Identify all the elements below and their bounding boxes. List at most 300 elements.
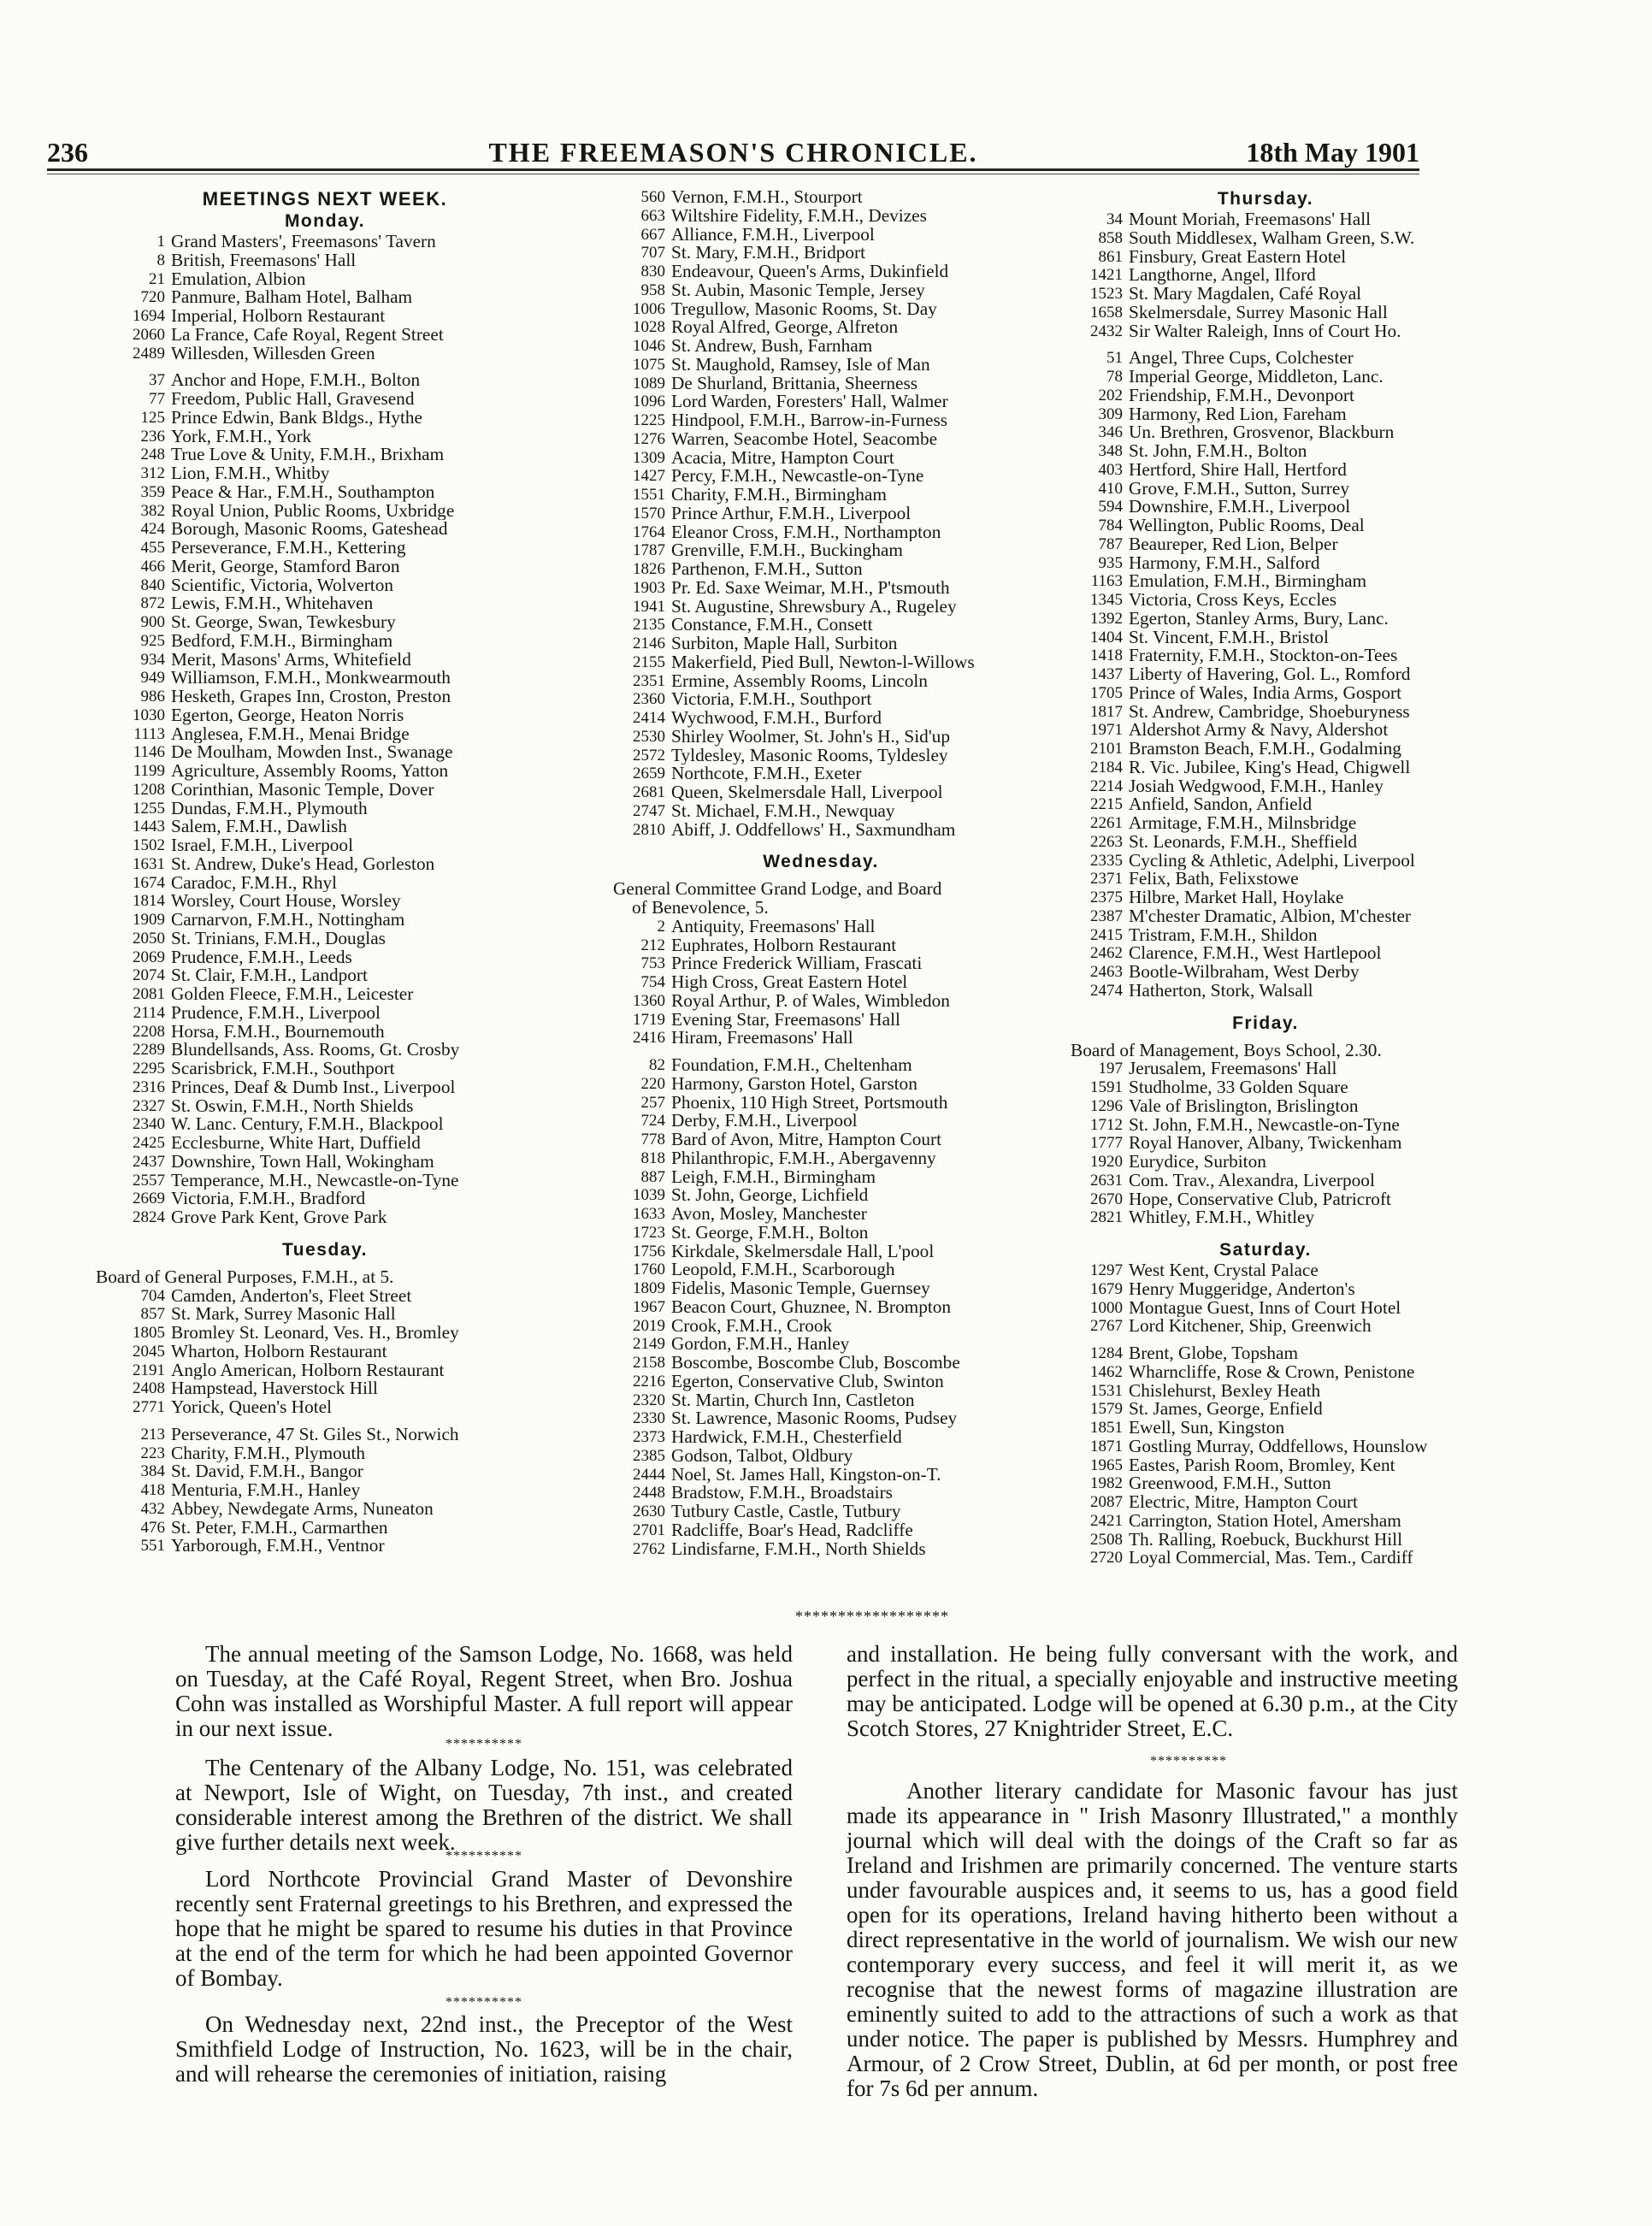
lodge-entry <box>86 251 564 270</box>
lodge-entry <box>1060 1512 1471 1531</box>
lodge-number: 2101 <box>1090 740 1123 758</box>
lodge-entry <box>1060 814 1471 833</box>
lodge-name-venue: Hope, Conservative Club, Patricroft <box>1129 1190 1391 1209</box>
lodge-entry <box>86 892 564 911</box>
lodge-name-venue: Victoria, F.M.H., Bradford <box>171 1190 366 1208</box>
lodge-number: 2087 <box>1090 1493 1123 1511</box>
lodge-entry <box>603 1168 1039 1187</box>
lodge-entry <box>603 1503 1039 1521</box>
lodge-name-venue: Shirley Woolmer, St. John's H., Sid'up <box>671 727 950 747</box>
lodge-entry <box>86 1379 564 1398</box>
lodge-name-venue: De Moulham, Mowden Inst., Swanage <box>171 743 453 762</box>
lodge-name-venue: Evening Star, Freemasons' Hall <box>671 1010 900 1030</box>
lodge-entry <box>1060 1400 1471 1419</box>
lodge-entry <box>1060 1493 1471 1512</box>
lodge-number: 2081 <box>133 985 165 1003</box>
lodge-entry <box>603 375 1039 393</box>
lodge-number: 1418 <box>1090 647 1123 665</box>
lodge-number: 2530 <box>633 727 665 746</box>
lodge-number: 704 <box>140 1286 165 1305</box>
lodge-entry <box>603 523 1039 542</box>
masthead-title: THE FREEMASON'S CHRONICLE. <box>488 137 978 168</box>
lodge-name-venue: Dundas, F.M.H., Plymouth <box>171 799 368 818</box>
lodge-entry <box>603 954 1039 973</box>
lodge-name-venue: Lewis, F.M.H., Whitehaven <box>171 594 374 613</box>
lodge-number: 213 <box>140 1425 165 1444</box>
lodge-name-venue: Abbey, Newdegate Arms, Nuneaton <box>171 1499 434 1519</box>
lodge-entry <box>603 1521 1039 1540</box>
lodge-number: 1764 <box>633 523 665 541</box>
lodge-number: 2340 <box>133 1115 165 1134</box>
lodge-name-venue: Pr. Ed. Saxe Weimar, M.H., P'tsmouth <box>671 578 950 598</box>
lodge-number: 667 <box>640 225 665 244</box>
lodge-name-venue: Henry Muggeridge, Anderton's <box>1129 1279 1355 1299</box>
lodge-name-venue: Victoria, F.M.H., Southport <box>671 690 872 709</box>
lodge-entry <box>86 520 564 539</box>
lodge-number: 1903 <box>633 578 665 597</box>
lodge-name-venue: Skelmersdale, Surrey Masonic Hall <box>1129 303 1388 322</box>
lodge-name-venue: St. Maughold, Ramsey, Isle of Man <box>671 355 930 375</box>
day-heading-saturday: Saturday. <box>1219 1240 1312 1260</box>
lodge-entry <box>86 1023 564 1042</box>
lodge-number: 2146 <box>633 635 665 652</box>
lodge-name-venue: Egerton, Conservative Club, Swinton <box>671 1372 944 1391</box>
lodge-name-venue: Borough, Masonic Rooms, Gateshead <box>171 520 448 539</box>
lodge-number: 2069 <box>133 948 165 966</box>
lodge-entry <box>1060 498 1471 517</box>
lodge-number: 2631 <box>1090 1171 1123 1190</box>
lodge-name-venue: Percy, F.M.H., Newcastle-on-Tyne <box>671 467 924 486</box>
lodge-number: 2387 <box>1090 906 1123 925</box>
lodge-number: 935 <box>1098 553 1123 572</box>
lodge-name-venue: St. Andrew, Bush, Farnham <box>671 337 873 356</box>
lodge-entry <box>1060 1116 1471 1135</box>
lodge-number: 2432 <box>1090 322 1123 340</box>
lodge-name-venue: Ewell, Sun, Kingston <box>1129 1419 1285 1438</box>
column-3 <box>1060 188 1471 1568</box>
lodge-number: 466 <box>140 557 165 576</box>
lodge-number: 858 <box>1098 228 1123 247</box>
lodge-entry <box>86 1519 564 1538</box>
wednesday-list <box>603 918 1039 1559</box>
lodge-name-venue: Bradstow, F.M.H., Broadstairs <box>671 1484 893 1503</box>
lodge-name-venue: Peace & Har., F.M.H., Southampton <box>171 482 435 502</box>
lodge-entry <box>86 706 564 725</box>
lodge-name-venue: Princes, Deaf & Dumb Inst., Liverpool <box>171 1078 456 1097</box>
lodge-entry <box>86 1537 564 1556</box>
lodge-number: 2385 <box>633 1446 665 1465</box>
day-heading-thursday: Thursday. <box>1217 189 1314 209</box>
lodge-entry <box>86 326 564 345</box>
header-rule <box>47 168 1419 171</box>
lodge-entry <box>1060 907 1471 926</box>
issue-date: 18th May 1901 <box>1246 137 1419 168</box>
lodge-name-venue: Constance, F.M.H., Consett <box>671 616 873 635</box>
lodge-entry <box>603 1409 1039 1428</box>
lodge-number: 1871 <box>1090 1437 1123 1455</box>
lodge-name-venue: Carrington, Station Hotel, Amersham <box>1129 1511 1401 1531</box>
lodge-number: 382 <box>140 501 165 520</box>
lodge-number: 2821 <box>1090 1208 1123 1227</box>
lodge-number: 2135 <box>633 616 665 635</box>
lodge-number: 784 <box>1098 517 1123 534</box>
lodge-entry <box>86 725 564 744</box>
lodge-name-venue: Perseverance, 47 St. Giles St., Norwich <box>171 1425 459 1444</box>
lodge-number: 220 <box>640 1074 665 1093</box>
lodge-entry <box>86 307 564 326</box>
lodge-name-venue: Sir Walter Raleigh, Inns of Court Ho. <box>1129 322 1401 341</box>
lodge-number: 720 <box>140 288 165 307</box>
lodge-entry <box>86 1343 564 1361</box>
lodge-number: 2261 <box>1090 814 1123 832</box>
lodge-entry <box>603 728 1039 747</box>
lodge-number: 2767 <box>1090 1317 1123 1336</box>
lodge-name-venue: Bedford, F.M.H., Birmingham <box>171 631 393 651</box>
lodge-number: 403 <box>1098 460 1123 479</box>
lodge-entry <box>603 1335 1039 1354</box>
lodge-name-venue: Prudence, F.M.H., Leeds <box>171 948 352 967</box>
lodge-name-venue: Eastes, Parish Room, Bromley, Kent <box>1129 1455 1395 1475</box>
lodge-number: 1851 <box>1090 1419 1123 1437</box>
lodge-number: 1760 <box>633 1261 665 1279</box>
lodge-name-venue: Fidelis, Masonic Temple, Guernsey <box>671 1279 930 1298</box>
lodge-number: 2330 <box>633 1409 665 1428</box>
lodge-entry <box>603 300 1039 319</box>
lodge-name-venue: Wharton, Holborn Restaurant <box>171 1342 387 1361</box>
lodge-number: 2215 <box>1090 795 1123 814</box>
lodge-name-venue: Armitage, F.M.H., Milnsbridge <box>1129 814 1357 833</box>
lodge-name-venue: Phoenix, 110 High Street, Portsmouth <box>671 1093 948 1113</box>
lodge-entry <box>1060 1153 1471 1172</box>
article-west-smithfield-continued: and installation. He being fully conversant with the work, and perfect in the ritual, a specially enjoyable and instructive meeting may be anticipated. Lodge will be opened at 6.30 p.m., at the City Scotch Stores, 27 Knightrider Street, E.C. <box>847 1641 1458 1741</box>
lodge-entry <box>603 1094 1039 1113</box>
lodge-number: 707 <box>640 244 665 263</box>
lodge-number: 2701 <box>633 1520 665 1539</box>
lodge-entry <box>86 428 564 446</box>
lodge-number: 2557 <box>133 1171 165 1190</box>
lodge-name-venue: Perseverance, F.M.H., Kettering <box>171 539 406 558</box>
lodge-entry <box>603 783 1039 802</box>
lodge-number: 346 <box>1098 423 1123 442</box>
lodge-name-venue: Bromley St. Leonard, Ves. H., Bromley <box>171 1324 459 1343</box>
lodge-number: 778 <box>640 1131 665 1148</box>
lodge-number: 1089 <box>633 374 665 393</box>
lodge-name-venue: Tristram, F.M.H., Shildon <box>1129 925 1318 945</box>
lodge-name-venue: Aldershot Army & Navy, Aldershot <box>1129 721 1389 740</box>
lodge-entry <box>86 911 564 930</box>
lodge-number: 2824 <box>133 1208 165 1226</box>
lodge-number: 432 <box>140 1499 165 1518</box>
lodge-name-venue: Temperance, M.H., Newcastle-on-Tyne <box>171 1171 459 1190</box>
lodge-number: 2316 <box>133 1078 165 1096</box>
lodge-number: 1030 <box>133 706 165 724</box>
lodge-name-venue: St. Trinians, F.M.H., Douglas <box>171 929 386 948</box>
lodge-name-venue: W. Lanc. Century, F.M.H., Blackpool <box>171 1115 444 1134</box>
lodge-entry <box>603 1447 1039 1466</box>
lodge-number: 2572 <box>633 746 665 765</box>
lodge-entry <box>1060 349 1471 368</box>
lodge-name-venue: True Love & Unity, F.M.H., Brixham <box>171 446 445 464</box>
lodge-entry <box>1060 629 1471 647</box>
lodge-name-venue: Hardwick, F.M.H., Chesterfield <box>671 1428 902 1447</box>
lodge-name-venue: Harmony, Red Lion, Fareham <box>1129 404 1347 424</box>
lodge-number: 754 <box>640 973 665 991</box>
lodge-name-venue: St. Michael, F.M.H., Newquay <box>671 801 895 821</box>
lodge-name-venue: Worsley, Court House, Worsley <box>171 892 401 911</box>
lodge-number: 2184 <box>1090 758 1123 776</box>
lodge-name-venue: Jerusalem, Freemasons' Hall <box>1129 1060 1337 1078</box>
lodge-number: 1297 <box>1090 1261 1123 1279</box>
lodge-name-venue: Grenville, F.M.H., Buckingham <box>671 541 903 560</box>
lodge-number: 2810 <box>633 820 665 839</box>
lodge-number: 2474 <box>1090 981 1123 1000</box>
lodge-number: 887 <box>640 1167 665 1186</box>
monday-list <box>86 233 564 1227</box>
lodge-entry <box>603 1540 1039 1559</box>
lodge-entry <box>1060 535 1471 554</box>
lodge-entry <box>603 635 1039 653</box>
lodge-entry <box>1060 647 1471 665</box>
lodge-name-venue: Prince Frederick William, Frascati <box>671 954 923 973</box>
lodge-entry <box>86 1398 564 1417</box>
lodge-entry <box>603 1428 1039 1447</box>
lodge-entry <box>86 1004 564 1023</box>
lodge-name-venue: Ermine, Assembly Rooms, Lincoln <box>671 671 928 691</box>
lodge-entry <box>603 918 1039 936</box>
lodge-number: 1000 <box>1090 1298 1123 1317</box>
lodge-number: 2444 <box>633 1465 665 1484</box>
lodge-number: 2208 <box>133 1022 165 1041</box>
lodge-number: 2263 <box>1090 832 1123 851</box>
lodge-name-venue: Leopold, F.M.H., Scarborough <box>671 1261 895 1279</box>
lodge-number: 410 <box>1098 479 1123 498</box>
lodge-name-venue: Vernon, F.M.H., Stourport <box>671 188 863 207</box>
lodge-entry <box>1060 1531 1471 1550</box>
lodge-number: 2659 <box>633 765 665 783</box>
lodge-entry <box>1060 610 1471 629</box>
lodge-name-venue: Panmure, Balham Hotel, Balham <box>171 288 413 307</box>
lodge-entry <box>603 1466 1039 1485</box>
lodge-name-venue: Wellington, Public Rooms, Deal <box>1129 517 1365 535</box>
lodge-entry <box>86 874 564 893</box>
lodge-entry <box>86 464 564 483</box>
lodge-number: 212 <box>640 936 665 954</box>
lodge-number: 1421 <box>1090 266 1123 285</box>
meetings-heading: MEETINGS NEXT WEEK. <box>202 188 448 210</box>
lodge-entry <box>1060 795 1471 814</box>
lodge-number: 82 <box>649 1056 665 1074</box>
lodge-entry <box>603 244 1039 263</box>
lodge-entry <box>86 1153 564 1172</box>
lodge-entry <box>1060 1317 1471 1336</box>
lodge-name-venue: Noel, St. James Hall, Kingston-on-T. <box>671 1465 941 1485</box>
lodge-entry <box>603 207 1039 226</box>
lodge-entry <box>603 1261 1039 1279</box>
lodge-name-venue: St. Aubin, Masonic Temple, Jersey <box>671 280 925 300</box>
lodge-name-venue: Egerton, Stanley Arms, Bury, Lanc. <box>1129 609 1389 629</box>
lodge-entry <box>603 263 1039 281</box>
lodge-name-venue: Angel, Three Cups, Colchester <box>1129 349 1354 368</box>
section-separator: ****************** <box>795 1608 949 1625</box>
lodge-name-venue: Downshire, Town Hall, Wokingham <box>171 1152 434 1172</box>
lodge-number: 78 <box>1106 368 1123 386</box>
lodge-name-venue: Harmony, Garston Hotel, Garston <box>671 1074 917 1094</box>
lodge-name-venue: Hiram, Freemasons' Hall <box>671 1029 853 1048</box>
lodge-number: 1284 <box>1090 1344 1123 1362</box>
lodge-name-venue: Victoria, Cross Keys, Eccles <box>1129 591 1336 610</box>
lodge-entry <box>1060 1078 1471 1097</box>
lodge-name-venue: St. George, F.M.H., Bolton <box>671 1223 869 1243</box>
lodge-number: 424 <box>140 520 165 539</box>
lodge-name-venue: Imperial, Holborn Restaurant <box>171 307 386 326</box>
lodge-entry <box>86 502 564 521</box>
lodge-name-venue: Wharncliffe, Rose & Crown, Penistone <box>1129 1362 1415 1382</box>
lodge-name-venue: Fraternity, F.M.H., Stockton-on-Tees <box>1129 647 1398 665</box>
lodge-entry <box>603 281 1039 300</box>
day-heading-tuesday: Tuesday. <box>282 1239 368 1260</box>
lodge-entry <box>86 613 564 632</box>
lodge-entry <box>603 1056 1039 1075</box>
lodge-entry <box>1060 461 1471 480</box>
lodge-name-venue: Royal Alfred, George, Alfreton <box>671 318 899 337</box>
lodge-name-venue: St. Oswin, F.M.H., North Shields <box>171 1096 414 1116</box>
lodge-entry <box>86 800 564 818</box>
lodge-number: 223 <box>140 1444 165 1462</box>
lodge-name-venue: St. Vincent, F.M.H., Bristol <box>1129 628 1329 647</box>
lodge-entry <box>86 1097 564 1116</box>
lodge-name-venue: Downshire, F.M.H., Liverpool <box>1129 498 1351 517</box>
lodge-name-venue: High Cross, Great Eastern Hotel <box>671 973 908 992</box>
lodge-number: 949 <box>140 669 165 688</box>
lodge-name-venue: Williamson, F.M.H., Monkwearmouth <box>171 669 451 688</box>
lodge-number: 2216 <box>633 1372 665 1391</box>
lodge-entry <box>86 1481 564 1500</box>
lodge-name-venue: Bootle-Wilbraham, West Derby <box>1129 963 1360 982</box>
lodge-entry <box>603 1298 1039 1317</box>
lodge-entry <box>86 1115 564 1134</box>
lodge-number: 2050 <box>133 929 165 948</box>
lodge-entry <box>603 356 1039 375</box>
lodge-number: 1941 <box>633 597 665 616</box>
lodge-entry <box>603 318 1039 337</box>
lodge-entry <box>86 270 564 289</box>
lodge-entry <box>603 449 1039 468</box>
lodge-number: 2669 <box>133 1190 165 1208</box>
lodge-name-venue: St. James, George, Enfield <box>1129 1400 1323 1419</box>
lodge-name-venue: St. Martin, Church Inn, Castleton <box>671 1391 915 1410</box>
lodge-number: 1658 <box>1090 303 1123 322</box>
lodge-number: 1046 <box>633 337 665 355</box>
lodge-entry <box>86 669 564 688</box>
lodge-name-venue: Eleanor Cross, F.M.H., Northampton <box>671 523 941 542</box>
lodge-number: 1309 <box>633 448 665 467</box>
lodge-entry <box>1060 442 1471 461</box>
lodge-entry <box>86 1287 564 1306</box>
lodge-number: 1039 <box>633 1186 665 1205</box>
lodge-number: 1404 <box>1090 628 1123 647</box>
wednesday-note <box>603 880 1039 918</box>
lodge-number: 958 <box>640 280 665 299</box>
lodge-name-venue: Caradoc, F.M.H., Rhyl <box>171 873 338 893</box>
lodge-name-venue: St. David, F.M.H., Bangor <box>171 1462 363 1481</box>
lodge-entry <box>86 1060 564 1078</box>
lodge-name-venue: Grand Masters', Freemasons' Tavern <box>171 233 436 251</box>
lodge-entry <box>86 1208 564 1227</box>
lodge-entry <box>603 1131 1039 1149</box>
lodge-entry <box>86 483 564 502</box>
lodge-entry <box>1060 852 1471 871</box>
lodge-number: 753 <box>640 954 665 973</box>
lodge-entry <box>86 762 564 781</box>
lodge-number: 1360 <box>633 991 665 1010</box>
lodge-number: 1694 <box>133 307 165 325</box>
lodge-name-venue: Freedom, Public Hall, Gravesend <box>171 390 415 409</box>
lodge-name-venue: Langthorne, Angel, Ilford <box>1129 266 1316 285</box>
lodge-name-venue: Electric, Mitre, Hampton Court <box>1129 1493 1358 1512</box>
lodge-entry <box>1060 963 1471 982</box>
lodge-name-venue: Emulation, Albion <box>171 269 306 289</box>
lodge-entry <box>603 616 1039 635</box>
lodge-name-venue: Israel, F.M.H., Liverpool <box>171 836 353 855</box>
lodge-entry <box>86 1361 564 1380</box>
lodge-entry <box>603 821 1039 840</box>
lodge-number: 934 <box>140 650 165 669</box>
lodge-name-venue: St. Mary Magdalen, Café Royal <box>1129 285 1362 304</box>
lodge-entry <box>86 1078 564 1097</box>
lodge-entry <box>603 1354 1039 1373</box>
lodge-name-venue: Grove, F.M.H., Sutton, Surrey <box>1129 479 1349 499</box>
lodge-number: 1345 <box>1090 591 1123 609</box>
lodge-entry <box>1060 1097 1471 1116</box>
lodge-number: 1809 <box>633 1279 665 1297</box>
lodge-entry <box>86 1444 564 1463</box>
day-heading-friday: Friday. <box>1232 1013 1299 1033</box>
page-number: 236 <box>47 137 88 168</box>
lodge-number: 840 <box>140 576 165 594</box>
lodge-number: 560 <box>640 188 665 206</box>
lodge-number: 1909 <box>133 911 165 929</box>
lodge-number: 2045 <box>133 1342 165 1361</box>
lodge-name-venue: Liberty of Havering, Gol. L., Romford <box>1129 665 1411 684</box>
lodge-name-venue: Salem, F.M.H., Dawlish <box>171 818 347 836</box>
lodge-name-venue: Felix, Bath, Felixstowe <box>1129 870 1299 889</box>
lodge-number: 2149 <box>633 1335 665 1354</box>
lodge-entry <box>1060 684 1471 703</box>
lodge-name-venue: Godson, Talbot, Oldbury <box>671 1446 853 1466</box>
lodge-number: 872 <box>140 594 165 613</box>
lodge-name-venue: Royal Hanover, Albany, Twickenham <box>1129 1134 1402 1153</box>
lodge-number: 1296 <box>1090 1096 1123 1115</box>
lodge-name-venue: St. Peter, F.M.H., Carmarthen <box>171 1518 388 1538</box>
column-2 <box>603 188 1039 1558</box>
lodge-name-venue: Anfield, Sandon, Anfield <box>1129 795 1313 814</box>
lodge-number: 2074 <box>133 966 165 985</box>
lodge-name-venue: Camden, Anderton's, Fleet Street <box>171 1286 412 1306</box>
lodge-entry <box>1060 759 1471 777</box>
lodge-number: 551 <box>140 1537 165 1556</box>
lodge-entry <box>1060 517 1471 535</box>
lodge-number: 2351 <box>633 671 665 690</box>
lodge-entry <box>86 409 564 428</box>
lodge-name-venue: Leigh, F.M.H., Birmingham <box>671 1167 876 1187</box>
lodge-name-venue: Menturia, F.M.H., Hanley <box>171 1481 361 1500</box>
lodge-number: 348 <box>1098 442 1123 460</box>
lodge-name-venue: Lord Warden, Foresters' Hall, Walmer <box>671 393 948 411</box>
lodge-entry <box>1060 322 1471 341</box>
lodge-number: 37 <box>149 371 165 390</box>
tuesday-note: Board of General Purposes, F.M.H., at 5. <box>96 1266 394 1287</box>
lodge-entry <box>1060 1456 1471 1475</box>
